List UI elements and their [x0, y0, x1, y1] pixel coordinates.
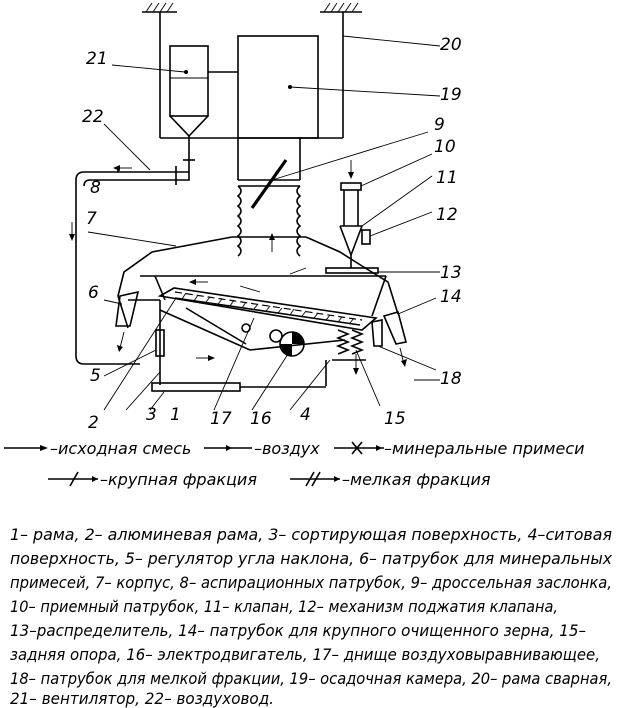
callout-21: 21	[86, 49, 108, 69]
callout-8: 8	[90, 178, 101, 198]
callout-18: 18	[440, 369, 462, 389]
callout-3: 3	[146, 405, 157, 425]
caption-line-4: 10– приемный патрубок, 11– клапан, 12– механизм поджатия клапана,	[10, 597, 558, 616]
legend	[4, 439, 585, 489]
callout-12: 12	[436, 205, 458, 225]
callout-7: 7	[86, 209, 97, 229]
caption	[10, 525, 613, 708]
legend-mineral-impurities	[334, 439, 585, 458]
legend-initial-mix-label: –исходная смесь	[50, 439, 192, 458]
fine-fraction-pipe	[372, 320, 382, 346]
settling-chamber	[238, 36, 318, 138]
valve-clamp	[362, 230, 370, 244]
legend-coarse-fraction-label: –крупная фракция	[100, 470, 257, 489]
coarse-grain-pipe	[384, 312, 406, 344]
callout-17: 17	[210, 409, 232, 429]
legend-initial-mix	[4, 439, 191, 458]
caption-line-7: 18– патрубок для мелкой фракции, 19– осадочная камера, 20– рама сварная,	[10, 669, 612, 688]
base-frame	[152, 383, 326, 391]
legend-fine-fraction-label: –мелкая фракция	[342, 470, 491, 489]
legend-air-label: –воздух	[254, 439, 320, 458]
legend-mineral-impurities-label: –минеральные примеси	[384, 439, 585, 458]
rear-support	[326, 330, 366, 386]
ceiling-mounts	[142, 3, 362, 12]
caption-line-8: 21– вентилятор, 22– воздуховод.	[10, 689, 274, 708]
callout-14: 14	[440, 287, 462, 307]
callout-11: 11	[436, 168, 458, 188]
throttle-valve	[252, 160, 286, 208]
callout-4: 4	[300, 405, 311, 425]
welded-frame	[160, 12, 343, 138]
callout-19: 19	[440, 85, 462, 105]
electric-motor	[160, 308, 345, 356]
callout-22: 22	[82, 107, 104, 127]
callout-20: 20	[440, 35, 462, 55]
callout-9: 9	[434, 115, 445, 135]
caption-line-2: поверхность, 5– регулятор угла наклона, 6– патрубок для минеральных	[10, 549, 613, 568]
callout-5: 5	[90, 366, 101, 386]
caption-line-6: задняя опора, 16– электродвигатель, 17– днище воздуховыравнивающее,	[10, 645, 600, 664]
legend-air	[204, 439, 320, 458]
callout-10: 10	[434, 137, 456, 157]
mineral-outlet-pipe	[116, 292, 138, 326]
callout-2: 2	[88, 413, 99, 433]
legend-coarse-fraction	[48, 470, 257, 489]
aspiration-pipe	[232, 138, 306, 256]
callout-16: 16	[250, 409, 272, 429]
callout-1: 1	[170, 405, 181, 425]
legend-fine-fraction	[290, 470, 491, 489]
leader-lines	[88, 36, 440, 410]
fan	[170, 46, 238, 160]
caption-line-1: 1– рама, 2– алюминевая рама, 3– сортирующая поверхность, 4–ситовая	[10, 525, 613, 544]
callout-6: 6	[88, 283, 99, 303]
callout-13: 13	[440, 263, 462, 283]
callout-15: 15	[384, 409, 406, 429]
caption-line-5: 13–распределитель, 14– патрубок для крупного очищенного зерна, 15–	[10, 621, 586, 640]
caption-line-3: примесей, 7– корпус, 8– аспирационных патрубок, 9– дроссельная заслонка,	[10, 573, 612, 592]
